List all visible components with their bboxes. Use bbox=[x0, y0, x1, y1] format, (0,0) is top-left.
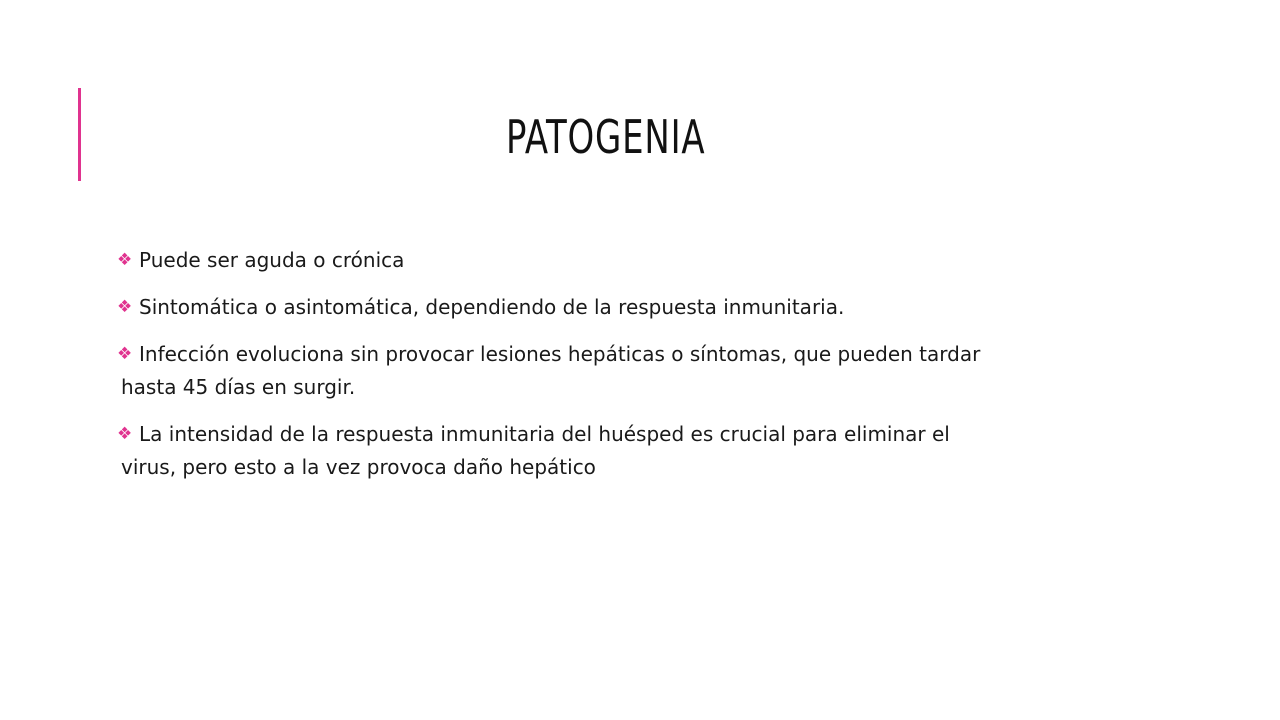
accent-line bbox=[78, 88, 81, 181]
bullet-item bbox=[117, 418, 1117, 484]
bullet-item bbox=[117, 291, 1117, 324]
bullet-text: Sintomática o asintomática, dependiendo de la respuesta inmunitaria. bbox=[139, 295, 845, 319]
four-diamond-icon: ❖ bbox=[117, 297, 133, 317]
bullet-text-line: La intensidad de la respuesta inmunitaria del huésped es crucial para eliminar el bbox=[139, 422, 950, 446]
bullet-item bbox=[117, 338, 1117, 404]
bullet-item bbox=[117, 244, 1117, 277]
bullet-text-line: hasta 45 días en surgir. bbox=[121, 375, 356, 399]
bullet-text: Puede ser aguda o crónica bbox=[139, 248, 405, 272]
bullet-text-line: virus, pero esto a la vez provoca daño hepático bbox=[121, 455, 596, 479]
slide-title: PATOGENIA bbox=[506, 110, 706, 164]
bullet-text bbox=[121, 338, 1117, 404]
four-diamond-icon: ❖ bbox=[117, 424, 133, 444]
bullet-text-line: Infección evoluciona sin provocar lesiones hepáticas o síntomas, que pueden tardar bbox=[139, 342, 981, 366]
bullet-list bbox=[117, 244, 1117, 498]
four-diamond-icon: ❖ bbox=[117, 250, 133, 270]
four-diamond-icon: ❖ bbox=[117, 344, 133, 364]
bullet-text bbox=[121, 418, 1117, 484]
